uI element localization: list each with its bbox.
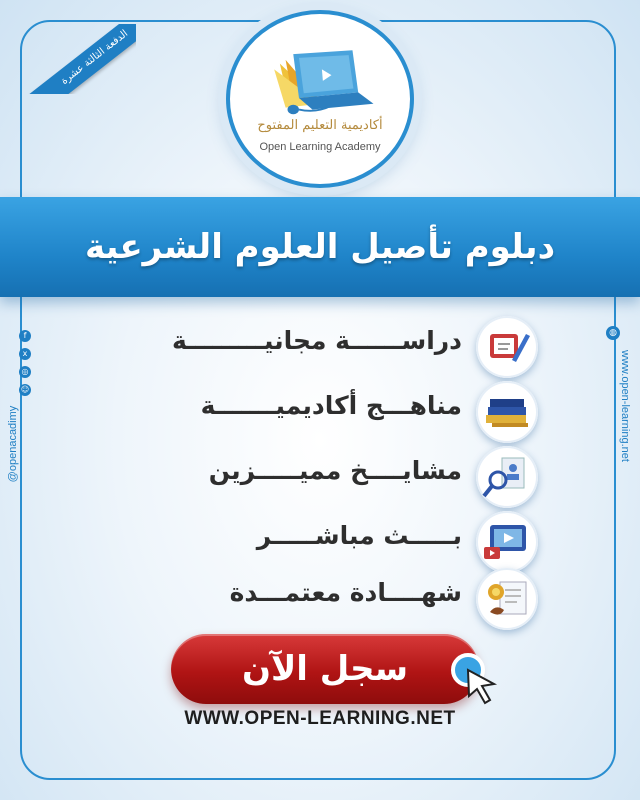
title-banner xyxy=(0,197,640,297)
snapchat-icon[interactable]: ☺ xyxy=(20,385,30,394)
certificate-icon xyxy=(476,568,538,630)
logo-arabic-name: أكاديمية التعليم المفتوح xyxy=(257,118,383,133)
feature-item xyxy=(120,446,540,506)
live-broadcast-icon xyxy=(476,511,538,573)
cursor-pointer-icon xyxy=(448,650,508,710)
feature-item xyxy=(120,568,540,628)
teachers-icon xyxy=(476,446,538,508)
free-study-icon xyxy=(476,316,538,378)
social-handle: @openacadimy xyxy=(7,405,19,483)
feature-item xyxy=(120,381,540,441)
feature-label: دراســــــة مجانيـــــــــة xyxy=(171,326,462,355)
academy-logo xyxy=(226,10,414,188)
feature-item xyxy=(120,316,540,376)
page-title: دبلوم تأصيل العلوم الشرعية xyxy=(84,227,556,267)
feature-label: مناهـــج أكاديميـــــــة xyxy=(200,391,462,420)
feature-label: بـــــث مباشـــــر xyxy=(256,521,462,550)
instagram-icon[interactable]: ◎ xyxy=(19,366,31,378)
feature-item xyxy=(120,511,540,571)
logo-emblem-icon xyxy=(230,14,410,184)
feature-label: شهــــادة معتمـــدة xyxy=(229,578,462,607)
facebook-icon[interactable]: f xyxy=(19,330,31,342)
feature-label: مشايــــخ مميـــــزين xyxy=(208,456,462,485)
side-website: www.open-learning.net xyxy=(619,350,631,462)
website-url[interactable]: WWW.OPEN-LEARNING.NET xyxy=(184,708,456,729)
batch-ribbon xyxy=(26,24,136,94)
globe-icon: ◍ xyxy=(606,326,620,340)
register-now-button[interactable]: سجل الآن xyxy=(171,634,479,704)
x-icon[interactable]: x xyxy=(19,348,31,360)
batch-ribbon-text: الدفعة الثالثة عشرة xyxy=(29,24,136,94)
books-icon xyxy=(476,381,538,443)
logo-english-name: Open Learning Academy xyxy=(259,141,381,153)
